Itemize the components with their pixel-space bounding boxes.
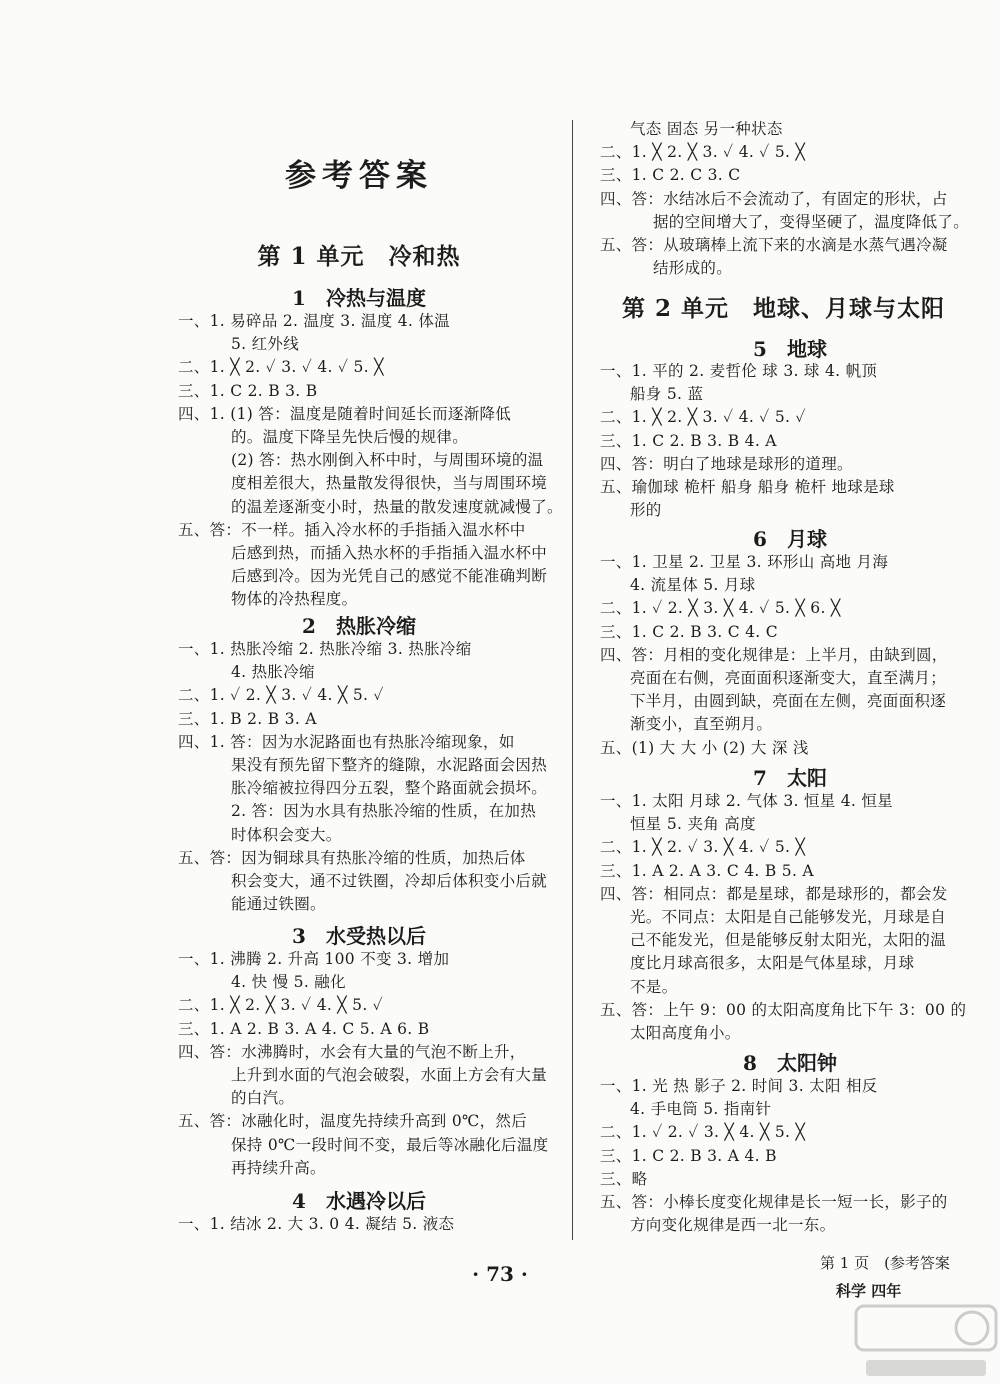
answer-line: 三、1. A 2. A 3. C 4. B 5. A (600, 861, 814, 880)
unit2-title: 第 2 单元 地球、月球与太阳 (622, 295, 946, 322)
answer-line: 度比月球高很多，太阳是气体星球，月球 (630, 954, 915, 973)
answer-line: 一、1. 光 热 影子 2. 时间 3. 太阳 相反 (600, 1077, 878, 1095)
page-number: · 73 · (472, 1262, 528, 1286)
answer-line: 五、答：因为铜球具有热胀冷缩的性质，加热后体 (178, 848, 526, 867)
answer-line: 下半月，由圆到缺，亮面在左侧，亮面面积逐 (630, 692, 947, 711)
answer-line: 光。不同点：太阳是自己能够发光，月球是自 (630, 907, 947, 926)
answer-line: 四、1. (1) 答：温度是随着时间延长而逐渐降低 (178, 404, 512, 423)
answer-line: 4. 快 慢 5. 融化 (231, 973, 346, 992)
answer-line: 方向变化规律是西一北一东。 (630, 1216, 836, 1235)
answer-line: 四、答：月相的变化规律是：上半月，由缺到圆， (600, 645, 948, 664)
answer-line: 亮面在右侧，亮面面积逐渐变大，直至满月； (630, 668, 947, 687)
lesson3-answers (178, 948, 549, 1180)
answer-line: 5. 红外线 (231, 335, 300, 354)
answer-line: 一、1. 卫星 2. 卫星 3. 环形山 高地 月海 (600, 553, 889, 571)
answer-line: 恒星 5. 夹角 高度 (630, 815, 756, 834)
answer-line: 己不能发光，但是能够反射太阳光，太阳的温 (630, 931, 947, 950)
answer-line: 五、答：小棒长度变化规律是长一短一长，影子的 (600, 1192, 948, 1211)
answer-line: 渐变小，直至朔月。 (630, 715, 773, 734)
lesson4-answers (178, 1213, 540, 1236)
answer-line: 五、答：上午 9：00 的太阳高度角比下午 3：00 的 (600, 1000, 967, 1019)
answer-line: 后感到冷。因为光凭自己的感觉不能准确判断 (231, 567, 548, 586)
watermark-band-shape (866, 1360, 986, 1376)
answer-line: 四、答：水沸腾时，水会有大量的气泡不断上升， (178, 1042, 526, 1061)
answer-line: 二、1. ✓ 2. ╳ 3. ✓ 4. ╳ 5. ✓ (178, 686, 384, 705)
answer-line: 一、1. 平的 2. 麦哲伦 球 3. 球 4. 帆顶 (600, 362, 878, 380)
answer-line: 积会变大，通不过铁圈，冷却后体积变小后就 (231, 871, 548, 890)
lesson7-title: 7 太阳 (753, 766, 827, 790)
answer-line: 的温差逐渐变小时，热量的散发速度就减慢了。 (231, 497, 563, 516)
answer-line: 能通过铁圈。 (231, 895, 326, 914)
answer-line: 一、1. 易碎品 2. 温度 3. 温度 4. 体温 (178, 312, 450, 330)
footer-page-label: 第 1 页 (参考答案 (820, 1254, 950, 1272)
answer-line: 四、1. 答：因为水泥路面也有热胀冷缩现象，如 (178, 732, 515, 751)
answer-line: 据的空间增大了，变得坚硬了，温度降低了。 (653, 212, 970, 231)
answer-line: 二、1. ✓ 2. ✓ 3. ╳ 4. ╳ 5. ╳ (600, 1123, 806, 1142)
lesson8-title: 8 太阳钟 (743, 1051, 837, 1075)
answer-line: 胀冷缩被拉得四分五裂，整个路面就会损坏。 (231, 779, 548, 798)
answer-line: 四、答：明白了地球是球形的道理。 (600, 454, 853, 473)
answer-line: 上升到水面的气泡会破裂，水面上方会有大量 (231, 1065, 548, 1084)
answer-line: 三、1. B 2. B 3. A (178, 709, 317, 728)
answer-line: 太阳高度角小。 (630, 1023, 741, 1042)
lesson2-answers (178, 638, 548, 916)
lesson4-continued-answers (600, 118, 980, 280)
answer-line: 物体的冷热程度。 (231, 590, 358, 609)
answer-line: 形的 (630, 501, 662, 520)
answer-line: 一、1. 太阳 月球 2. 气体 3. 恒星 4. 恒星 (600, 792, 893, 810)
answer-line: 不是。 (630, 977, 678, 996)
lesson4-title: 4 水遇冷以后 (292, 1189, 426, 1213)
answer-line: 2. 答：因为水具有热胀冷缩的性质，在加热 (231, 802, 537, 821)
lesson2-title: 2 热胀冷缩 (302, 614, 416, 638)
lesson5-answers (600, 360, 980, 522)
column-divider (572, 120, 573, 1240)
answer-line: 的白汽。 (231, 1089, 295, 1108)
answer-line: 五、瑜伽球 桅杆 船身 船身 桅杆 地球是球 (600, 477, 895, 496)
answer-line: 二、1. ✓ 2. ╳ 3. ╳ 4. ✓ 5. ╳ 6. ╳ (600, 599, 841, 618)
answer-line: 四、答：相同点：都是星球，都是球形的，都会发 (600, 884, 948, 903)
answer-line: 再持续升高。 (231, 1158, 326, 1177)
answer-line: 二、1. ╳ 2. ╳ 3. ✓ 4. ╳ 5. ✓ (178, 996, 384, 1015)
lesson1-title: 1 冷热与温度 (292, 286, 426, 310)
answer-line: 三、1. C 2. B 3. B (178, 381, 318, 400)
answer-line: 一、1. 结冰 2. 大 3. 0 4. 凝结 5. 液态 (178, 1215, 455, 1233)
answer-line: 五、答：不一样。插入冷水杯的手指插入温水杯中 (178, 520, 526, 539)
answer-line: 四、答：水结冰后不会流动了，有固定的形状，占 (600, 189, 948, 208)
answer-line: 二、1. ╳ 2. ╳ 3. ✓ 4. ✓ 5. ╳ (600, 143, 806, 162)
answer-line: 一、1. 热胀冷缩 2. 热胀冷缩 3. 热胀冷缩 (178, 640, 472, 658)
answer-line: 三、1. C 2. B 3. C 4. C (600, 622, 778, 641)
answer-line: (2) 答：热水刚倒入杯中时，与周围环境的温 (231, 451, 544, 470)
lesson3-title: 3 水受热以后 (292, 924, 426, 948)
footer-subject-label: 科学 四年 (836, 1282, 902, 1300)
lesson6-title: 6 月球 (753, 527, 827, 551)
answer-line: 果没有预先留下整齐的缝隙，水泥路面会因热 (231, 755, 548, 774)
answer-line: 三、略 (600, 1169, 648, 1188)
answer-line: 三、1. A 2. B 3. A 4. C 5. A 6. B (178, 1019, 430, 1038)
answer-line: 结形成的。 (653, 259, 733, 278)
answer-line: 三、1. C 2. B 3. B 4. A (600, 431, 777, 450)
answer-line: 船身 5. 蓝 (630, 385, 704, 404)
answer-line: 二、1. ╳ 2. ╳ 3. ✓ 4. ✓ 5. ✓ (600, 408, 806, 427)
lesson5-title: 5 地球 (753, 337, 827, 361)
watermark-circle-shape (956, 1312, 988, 1344)
lesson7-answers (600, 790, 980, 1045)
answer-line: 时体积会变大。 (231, 825, 342, 844)
answer-line: 三、1. C 2. C 3. C (600, 166, 741, 185)
answer-line: 4. 流星体 5. 月球 (630, 576, 756, 595)
answer-line: 4. 热胀冷缩 (231, 663, 315, 682)
lesson1-answers (178, 310, 563, 611)
answer-line: 一、1. 沸腾 2. 升高 100 不变 3. 增加 (178, 950, 450, 968)
answer-line: 三、1. C 2. B 3. A 4. B (600, 1146, 777, 1165)
answer-line: 4. 手电筒 5. 指南针 (630, 1100, 772, 1119)
answer-line: 气态 固态 另一种状态 (630, 120, 783, 138)
lesson8-answers (600, 1075, 980, 1237)
lesson6-answers (600, 551, 980, 760)
unit1-title: 第 1 单元 冷和热 (257, 243, 461, 270)
answer-line: 后感到热，而插入热水杯的手指插入温水杯中 (231, 543, 548, 562)
page-title: 参考答案 (285, 158, 433, 194)
answer-line: 五、答：从玻璃棒上流下来的水滴是水蒸气遇冷凝 (600, 235, 948, 254)
answer-line: 保持 0℃一段时间不变，最后等冰融化后温度 (231, 1135, 549, 1154)
answer-line: 五、答：冰融化时，温度先持续升高到 0℃，然后 (178, 1112, 528, 1131)
answer-line: 度相差很大，热量散发得很快，当与周围环境 (231, 474, 548, 493)
answer-line: 二、1. ╳ 2. ✓ 3. ✓ 4. ✓ 5. ╳ (178, 358, 384, 377)
watermark-logo (852, 1300, 1000, 1384)
answer-line: 的。温度下降呈先快后慢的规律。 (231, 427, 469, 446)
answer-line: 五、(1) 大 大 小 (2) 大 深 浅 (600, 738, 809, 757)
answer-line: 二、1. ╳ 2. ✓ 3. ╳ 4. ✓ 5. ╳ (600, 838, 806, 857)
